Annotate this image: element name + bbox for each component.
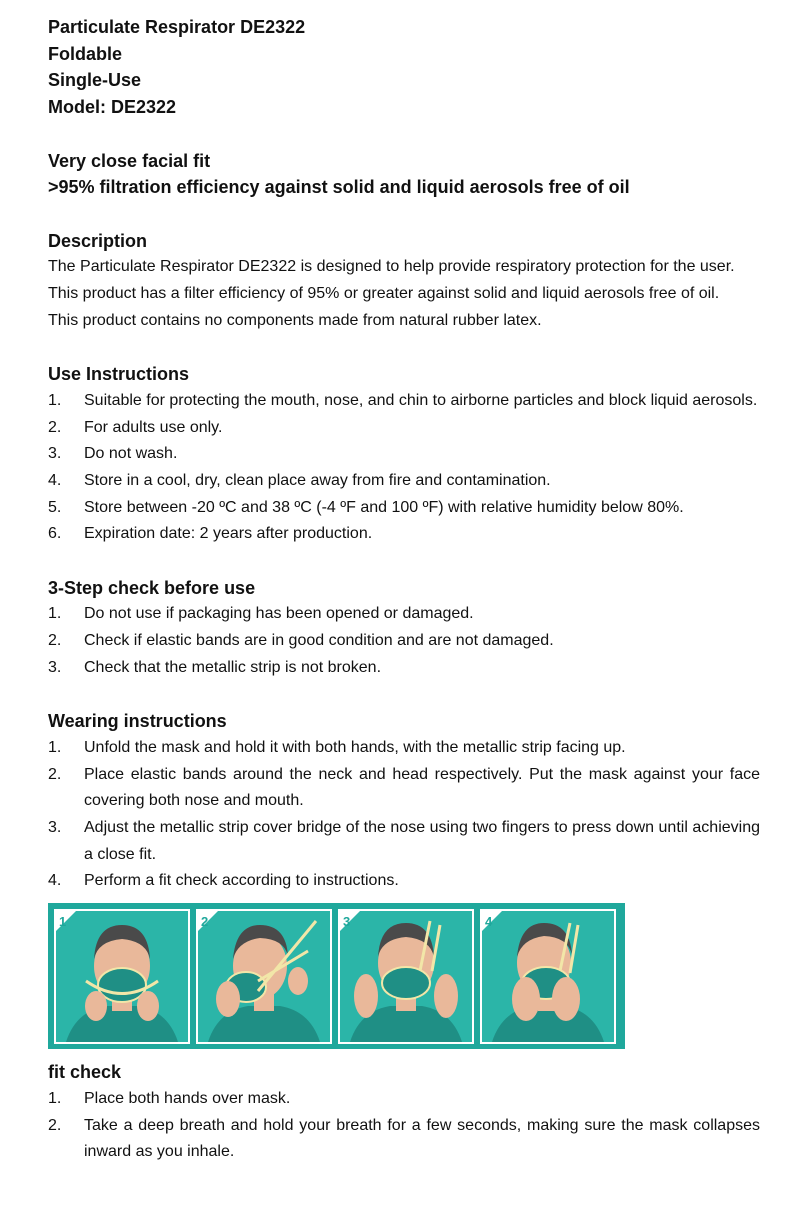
- three-step-check-heading: 3-Step check before use: [48, 577, 256, 598]
- product-model: Model: DE2322: [48, 97, 177, 118]
- list-item: [48, 415, 760, 442]
- list-item: [48, 1113, 760, 1166]
- item-text: Place both hands over mask.: [84, 1089, 291, 1107]
- list-item: [48, 868, 760, 895]
- wearing-instructions-heading: Wearing instructions: [48, 711, 227, 732]
- wearing-instructions-list: [48, 735, 760, 895]
- description-heading: Description: [48, 230, 148, 251]
- list-item: [48, 655, 760, 682]
- item-number: 4.: [48, 471, 62, 489]
- item-text: Do not use if packaging has been opened or damaged.: [84, 605, 474, 623]
- item-text: Place elastic bands around the neck and head respectively. Put the mask against your face covering both nose and mouth.: [84, 765, 760, 810]
- item-number: 5.: [48, 498, 62, 516]
- list-item: [48, 735, 760, 762]
- list-item: [48, 628, 760, 655]
- product-subtitle-foldable: Foldable: [48, 43, 123, 64]
- product-title: Particulate Respirator DE2322: [48, 17, 306, 37]
- step-panel-3: [338, 909, 474, 1044]
- item-number: 1.: [48, 1089, 62, 1107]
- use-instructions-list: [48, 388, 760, 548]
- item-number: 1.: [48, 605, 62, 623]
- item-text: Expiration date: 2 years after production.: [84, 525, 373, 543]
- person-adjusting-strip-illustration: [340, 911, 472, 1042]
- wearing-steps-illustration: [48, 903, 625, 1049]
- step-number: 2: [201, 914, 209, 930]
- list-item: [48, 1086, 760, 1113]
- item-number: 6.: [48, 525, 62, 543]
- item-text: Unfold the mask and hold it with both hands, with the metallic strip facing up.: [84, 738, 626, 756]
- item-number: 2.: [48, 632, 62, 650]
- step-panel-1: [54, 909, 190, 1044]
- person-fit-check-illustration: [482, 911, 614, 1042]
- list-item: [48, 388, 760, 415]
- step-number: 3: [343, 914, 351, 930]
- list-item: [48, 815, 760, 868]
- description-line: The Particulate Respirator DE2322 is designed to help provide respiratory protection for the user.: [48, 258, 735, 276]
- highlight-fit: Very close facial fit: [48, 150, 211, 171]
- description-line: This product contains no components made from natural rubber latex.: [48, 311, 542, 329]
- list-item: [48, 762, 760, 815]
- item-text: For adults use only.: [84, 418, 223, 436]
- list-item: [48, 441, 760, 468]
- use-instructions-heading: Use Instructions: [48, 364, 190, 385]
- list-item: [48, 521, 760, 548]
- list-item: [48, 495, 760, 522]
- step-panel-4: [480, 909, 616, 1044]
- item-number: 3.: [48, 658, 62, 676]
- item-text: Check that the metallic strip is not broken.: [84, 658, 382, 676]
- item-text: Do not wash.: [84, 445, 178, 463]
- item-number: 2.: [48, 765, 62, 783]
- item-number: 1.: [48, 738, 62, 756]
- item-text: Store in a cool, dry, clean place away from fire and contamination.: [84, 471, 551, 489]
- person-placing-bands-illustration: [198, 911, 330, 1042]
- fit-check-heading: fit check: [48, 1062, 122, 1083]
- document: [48, 14, 760, 1166]
- item-text: Store between -20 ºC and 38 ºC (-4 ºF and 100 ºF) with relative humidity below 80%.: [84, 498, 684, 516]
- description-line: This product has a filter efficiency of 95% or greater against solid and liquid aerosols free of oil.: [48, 285, 720, 302]
- item-number: 3.: [48, 445, 62, 463]
- person-holding-mask-illustration: [56, 911, 188, 1042]
- step-panel-2: [196, 909, 332, 1044]
- item-number: 1.: [48, 391, 62, 409]
- list-item: [48, 468, 760, 495]
- fit-check-list: [48, 1086, 760, 1166]
- list-item: [48, 601, 760, 628]
- item-number: 2.: [48, 1116, 62, 1134]
- item-number: 2.: [48, 418, 62, 436]
- item-text: Suitable for protecting the mouth, nose, and chin to airborne particles and block liquid aerosols.: [84, 391, 758, 409]
- item-number: 4.: [48, 872, 62, 890]
- highlight-filtration: >95% filtration efficiency against solid and liquid aerosols free of oil: [48, 177, 630, 198]
- item-text: Check if elastic bands are in good condition and are not damaged.: [84, 632, 554, 650]
- three-step-check-list: [48, 601, 760, 681]
- product-subtitle-single-use: Single-Use: [48, 70, 142, 91]
- step-number: 1: [59, 914, 67, 930]
- item-text: Adjust the metallic strip cover bridge of the nose using two fingers to press down until achieving a close fit.: [84, 819, 760, 863]
- item-number: 3.: [48, 819, 62, 837]
- item-text: Perform a fit check according to instructions.: [84, 872, 399, 890]
- step-number: 4: [485, 914, 493, 930]
- item-text: Take a deep breath and hold your breath for a few seconds, making sure the mask collapses inward as you inhale.: [84, 1116, 760, 1161]
